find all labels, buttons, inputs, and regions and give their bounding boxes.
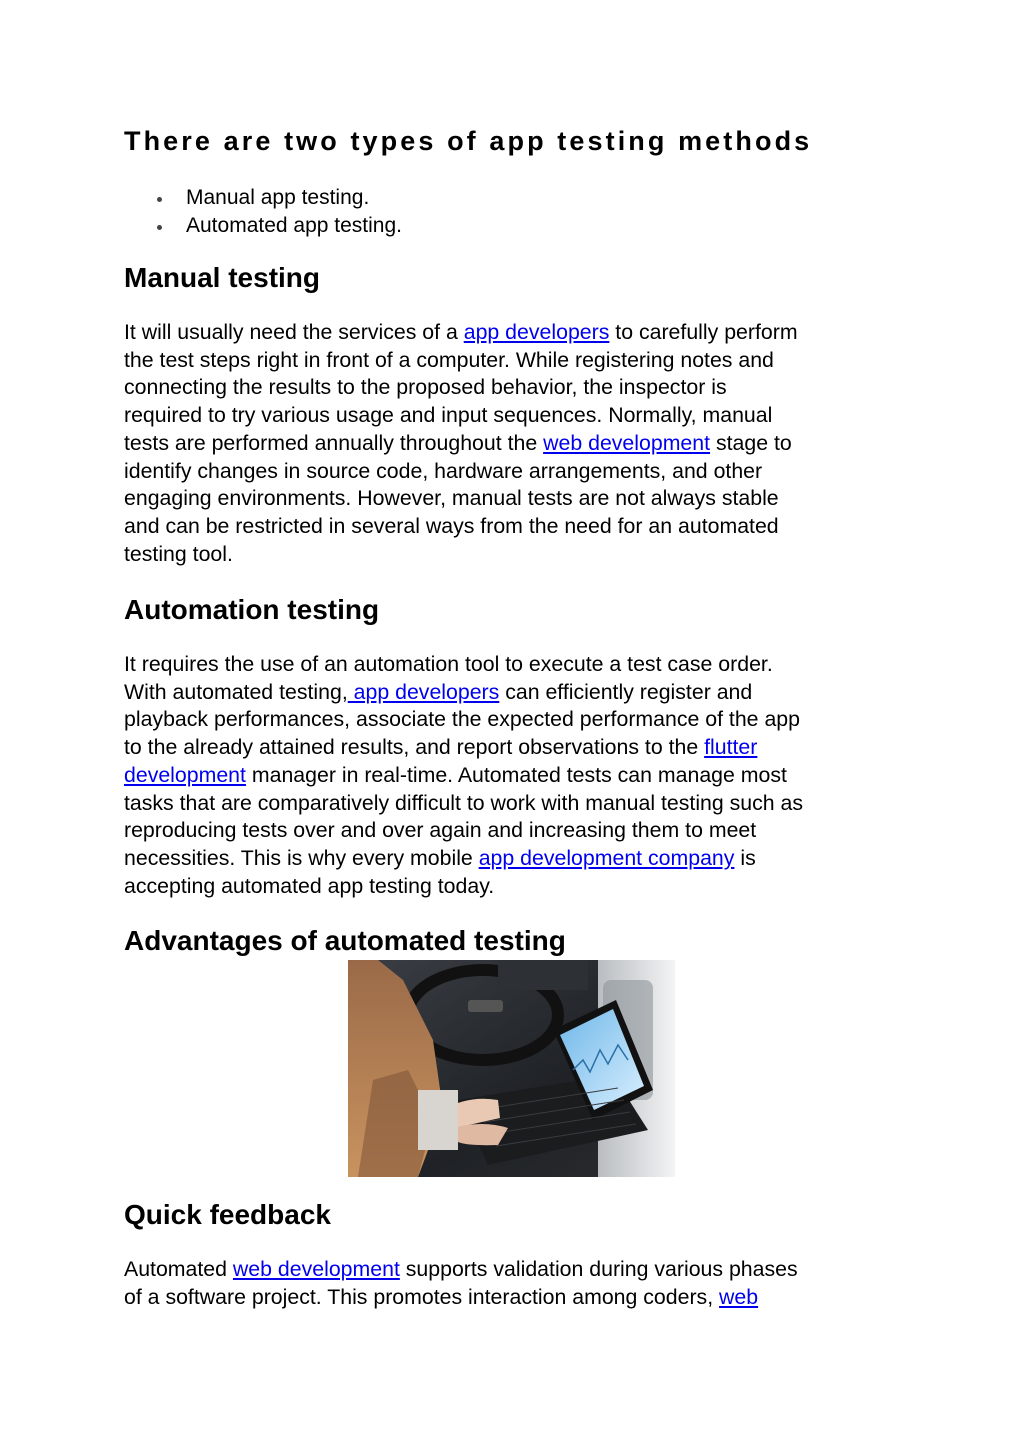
laptop-diagnostics-photo [348,960,675,1177]
bullet-icon [157,197,162,202]
list-item: Manual app testing. [124,184,402,212]
manual-testing-heading: Manual testing [124,262,321,293]
automation-testing-heading: Automation testing [124,594,380,625]
app-developers-link[interactable]: app developers [463,320,610,344]
advantages-heading: Advantages of automated testing [124,925,566,956]
types-heading: There are two types of app testing methods [124,126,813,156]
web-development-link[interactable]: web [719,1284,759,1309]
bullet-icon [157,225,162,230]
flutter-development-link[interactable]: development [124,762,246,787]
quick-feedback-paragraph: Automated web development supports validation during various phases of a software project. This promotes interaction among coders, web [124,1257,798,1309]
app-development-company-link[interactable]: app development company [478,845,735,870]
types-list [124,184,402,240]
automation-testing-paragraph: It requires the use of an automation tool to execute a test case order. With automated testing, app developers can efficiently register and playback performances, associate the expected performance of the app to the already attained results, and report observations to the flutter development manager in real-time. Automated tests can manage most tasks that are comparatively difficult to work with manual testing such as reproducing tests over and over again and increasing them to meet necessities. This is why every mobile app development company is accepting automated app testing today. [124,652,804,898]
flutter-development-link[interactable]: flutter [704,735,758,760]
web-development-link[interactable]: web development [543,430,711,455]
manual-testing-paragraph: It will usually need the services of a app developers to carefully perform the test steps right in front of a computer. While registering notes and connecting the results to the proposed behavior, the inspector is required to try various usage and input sequences. Normally, manual tests are performed annually throughout the web development stage to identify changes in source code, hardware arrangements, and other engaging environments. However, manual tests are not always stable and can be restricted in several ways from the need for an automated testing tool. [124,320,798,566]
list-item: Automated app testing. [124,212,402,240]
quick-feedback-heading: Quick feedback [124,1199,331,1230]
web-development-link[interactable]: web development [232,1257,400,1281]
app-developers-link[interactable]: app developers [347,679,500,704]
